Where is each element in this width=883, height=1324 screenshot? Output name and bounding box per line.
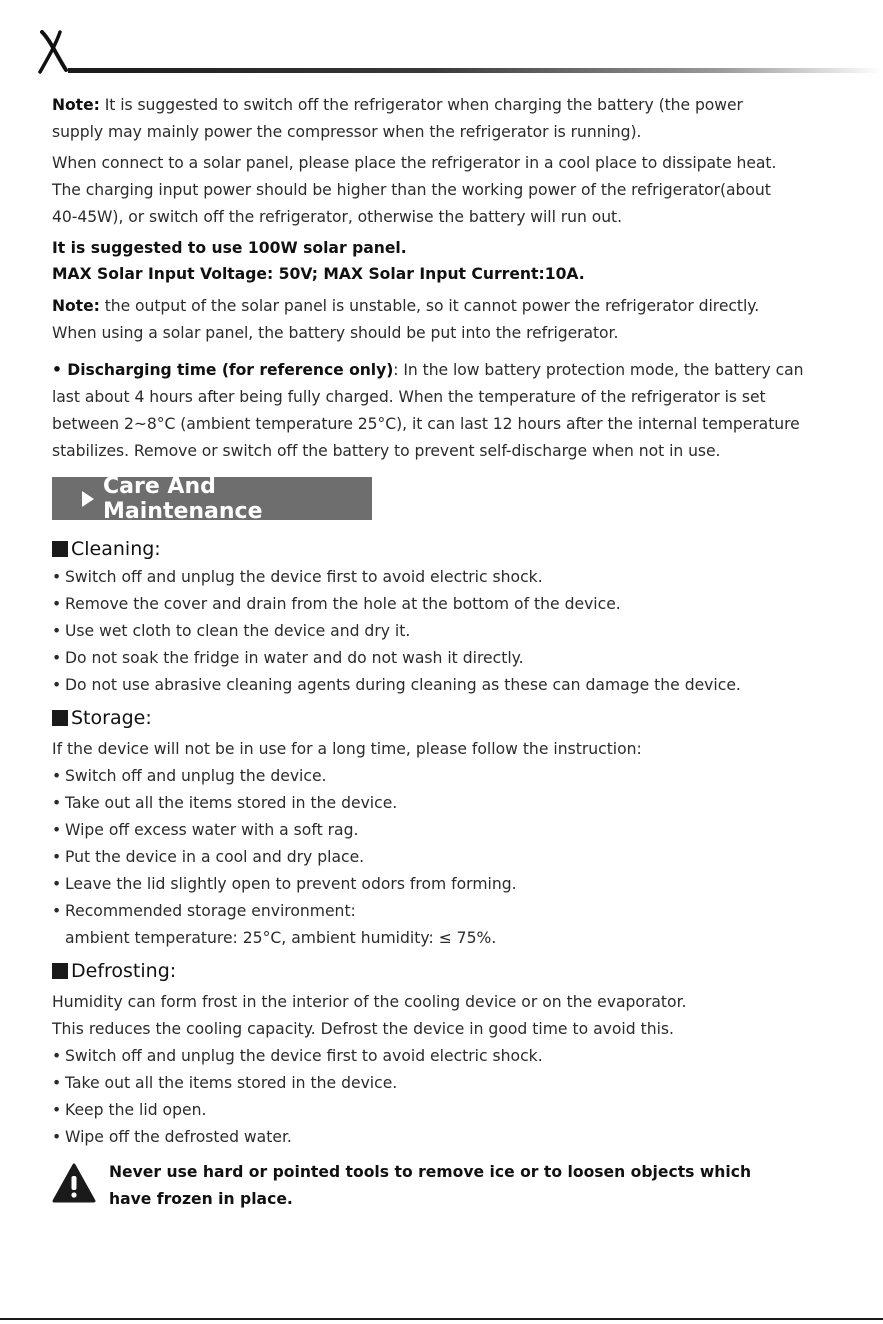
list-item: • Switch off and unplug the device first to avoid electric shock. — [52, 568, 543, 586]
page-header — [0, 0, 883, 80]
solar-input-limits: MAX Solar Input Voltage: 50V; MAX Solar Input Current:10A. — [52, 265, 585, 283]
page-content — [52, 92, 852, 1213]
note-charging: Note: It is suggested to switch off the refrigerator when charging the battery (the power supply may mainly power the compressor when the refrigerator is running). — [52, 96, 743, 141]
warning-box — [52, 1159, 852, 1213]
storage-intro: If the device will not be in use for a long time, please follow the instruction: — [52, 740, 642, 758]
list-item: • Switch off and unplug the device first to avoid electric shock. — [52, 1047, 543, 1065]
square-bullet-icon — [52, 541, 68, 557]
discharging-time-paragraph: • Discharging time (for reference only): In the low battery protection mode, the battery can last about 4 hours after being fully charged. When the temperature of the refrigerator is set between 2~8°C (ambient temperature 25°C), it can last 12 hours after the internal temperature stabilizes. Remove or switch off the battery to prevent self-discharge when not in use. — [52, 361, 804, 460]
list-item: • Remove the cover and drain from the hole at the bottom of the device. — [52, 595, 621, 613]
list-item: • Take out all the items stored in the device. — [52, 1074, 398, 1092]
section-title: Care And Maintenance — [103, 473, 263, 524]
square-bullet-icon — [52, 710, 68, 726]
defrosting-intro-line: This reduces the cooling capacity. Defrost the device in good time to avoid this. — [52, 1020, 674, 1038]
triangle-right-icon — [82, 491, 94, 507]
warning-triangle-icon — [52, 1163, 96, 1203]
list-item: • Wipe off the defrosted water. — [52, 1128, 292, 1146]
storage-list — [52, 763, 852, 952]
section-banner-care — [52, 473, 372, 524]
list-item: • Take out all the items stored in the device. — [52, 794, 398, 812]
list-item: • Recommended storage environment: — [52, 902, 356, 920]
list-item: • Switch off and unplug the device. — [52, 767, 327, 785]
list-item: • Do not use abrasive cleaning agents during cleaning as these can damage the device. — [52, 676, 741, 694]
defrosting-intro-line: Humidity can form frost in the interior of the cooling device or on the evaporator. — [52, 993, 687, 1011]
list-item: • Keep the lid open. — [52, 1101, 207, 1119]
list-item: • Do not soak the fridge in water and do not wash it directly. — [52, 649, 524, 667]
square-bullet-icon — [52, 963, 68, 979]
footer-rule — [0, 1318, 883, 1320]
defrosting-heading: Defrosting: — [52, 956, 852, 986]
header-rule — [68, 68, 883, 73]
cleaning-heading: Cleaning: — [52, 534, 852, 564]
cleaning-list — [52, 564, 852, 699]
solar-panel-paragraph: When connect to a solar panel, please place the refrigerator in a cool place to dissipate heat. The charging input power should be higher than the working power of the refrigerator(about 40-45W), or switch off the refrigerator, otherwise the battery will run out. — [52, 154, 777, 226]
solar-panel-recommendation: It is suggested to use 100W solar panel. — [52, 239, 407, 257]
warning-text: Never use hard or pointed tools to remove ice or to loosen objects which have frozen in place. — [109, 1163, 752, 1208]
list-item: • Put the device in a cool and dry place. — [52, 848, 365, 866]
list-item: • Wipe off excess water with a soft rag. — [52, 821, 359, 839]
list-item: • Leave the lid slightly open to prevent odors from forming. — [52, 875, 517, 893]
note-solar-output: Note: the output of the solar panel is unstable, so it cannot power the refrigerator directly. When using a solar panel, the battery should be put into the refrigerator. — [52, 297, 760, 342]
list-item: • Use wet cloth to clean the device and dry it. — [52, 622, 411, 640]
list-item: ambient temperature: 25°C, ambient humidity: ≤ 75%. — [65, 929, 497, 947]
brand-logo-icon — [36, 30, 70, 74]
defrosting-list — [52, 1043, 852, 1151]
storage-heading: Storage: — [52, 703, 852, 733]
